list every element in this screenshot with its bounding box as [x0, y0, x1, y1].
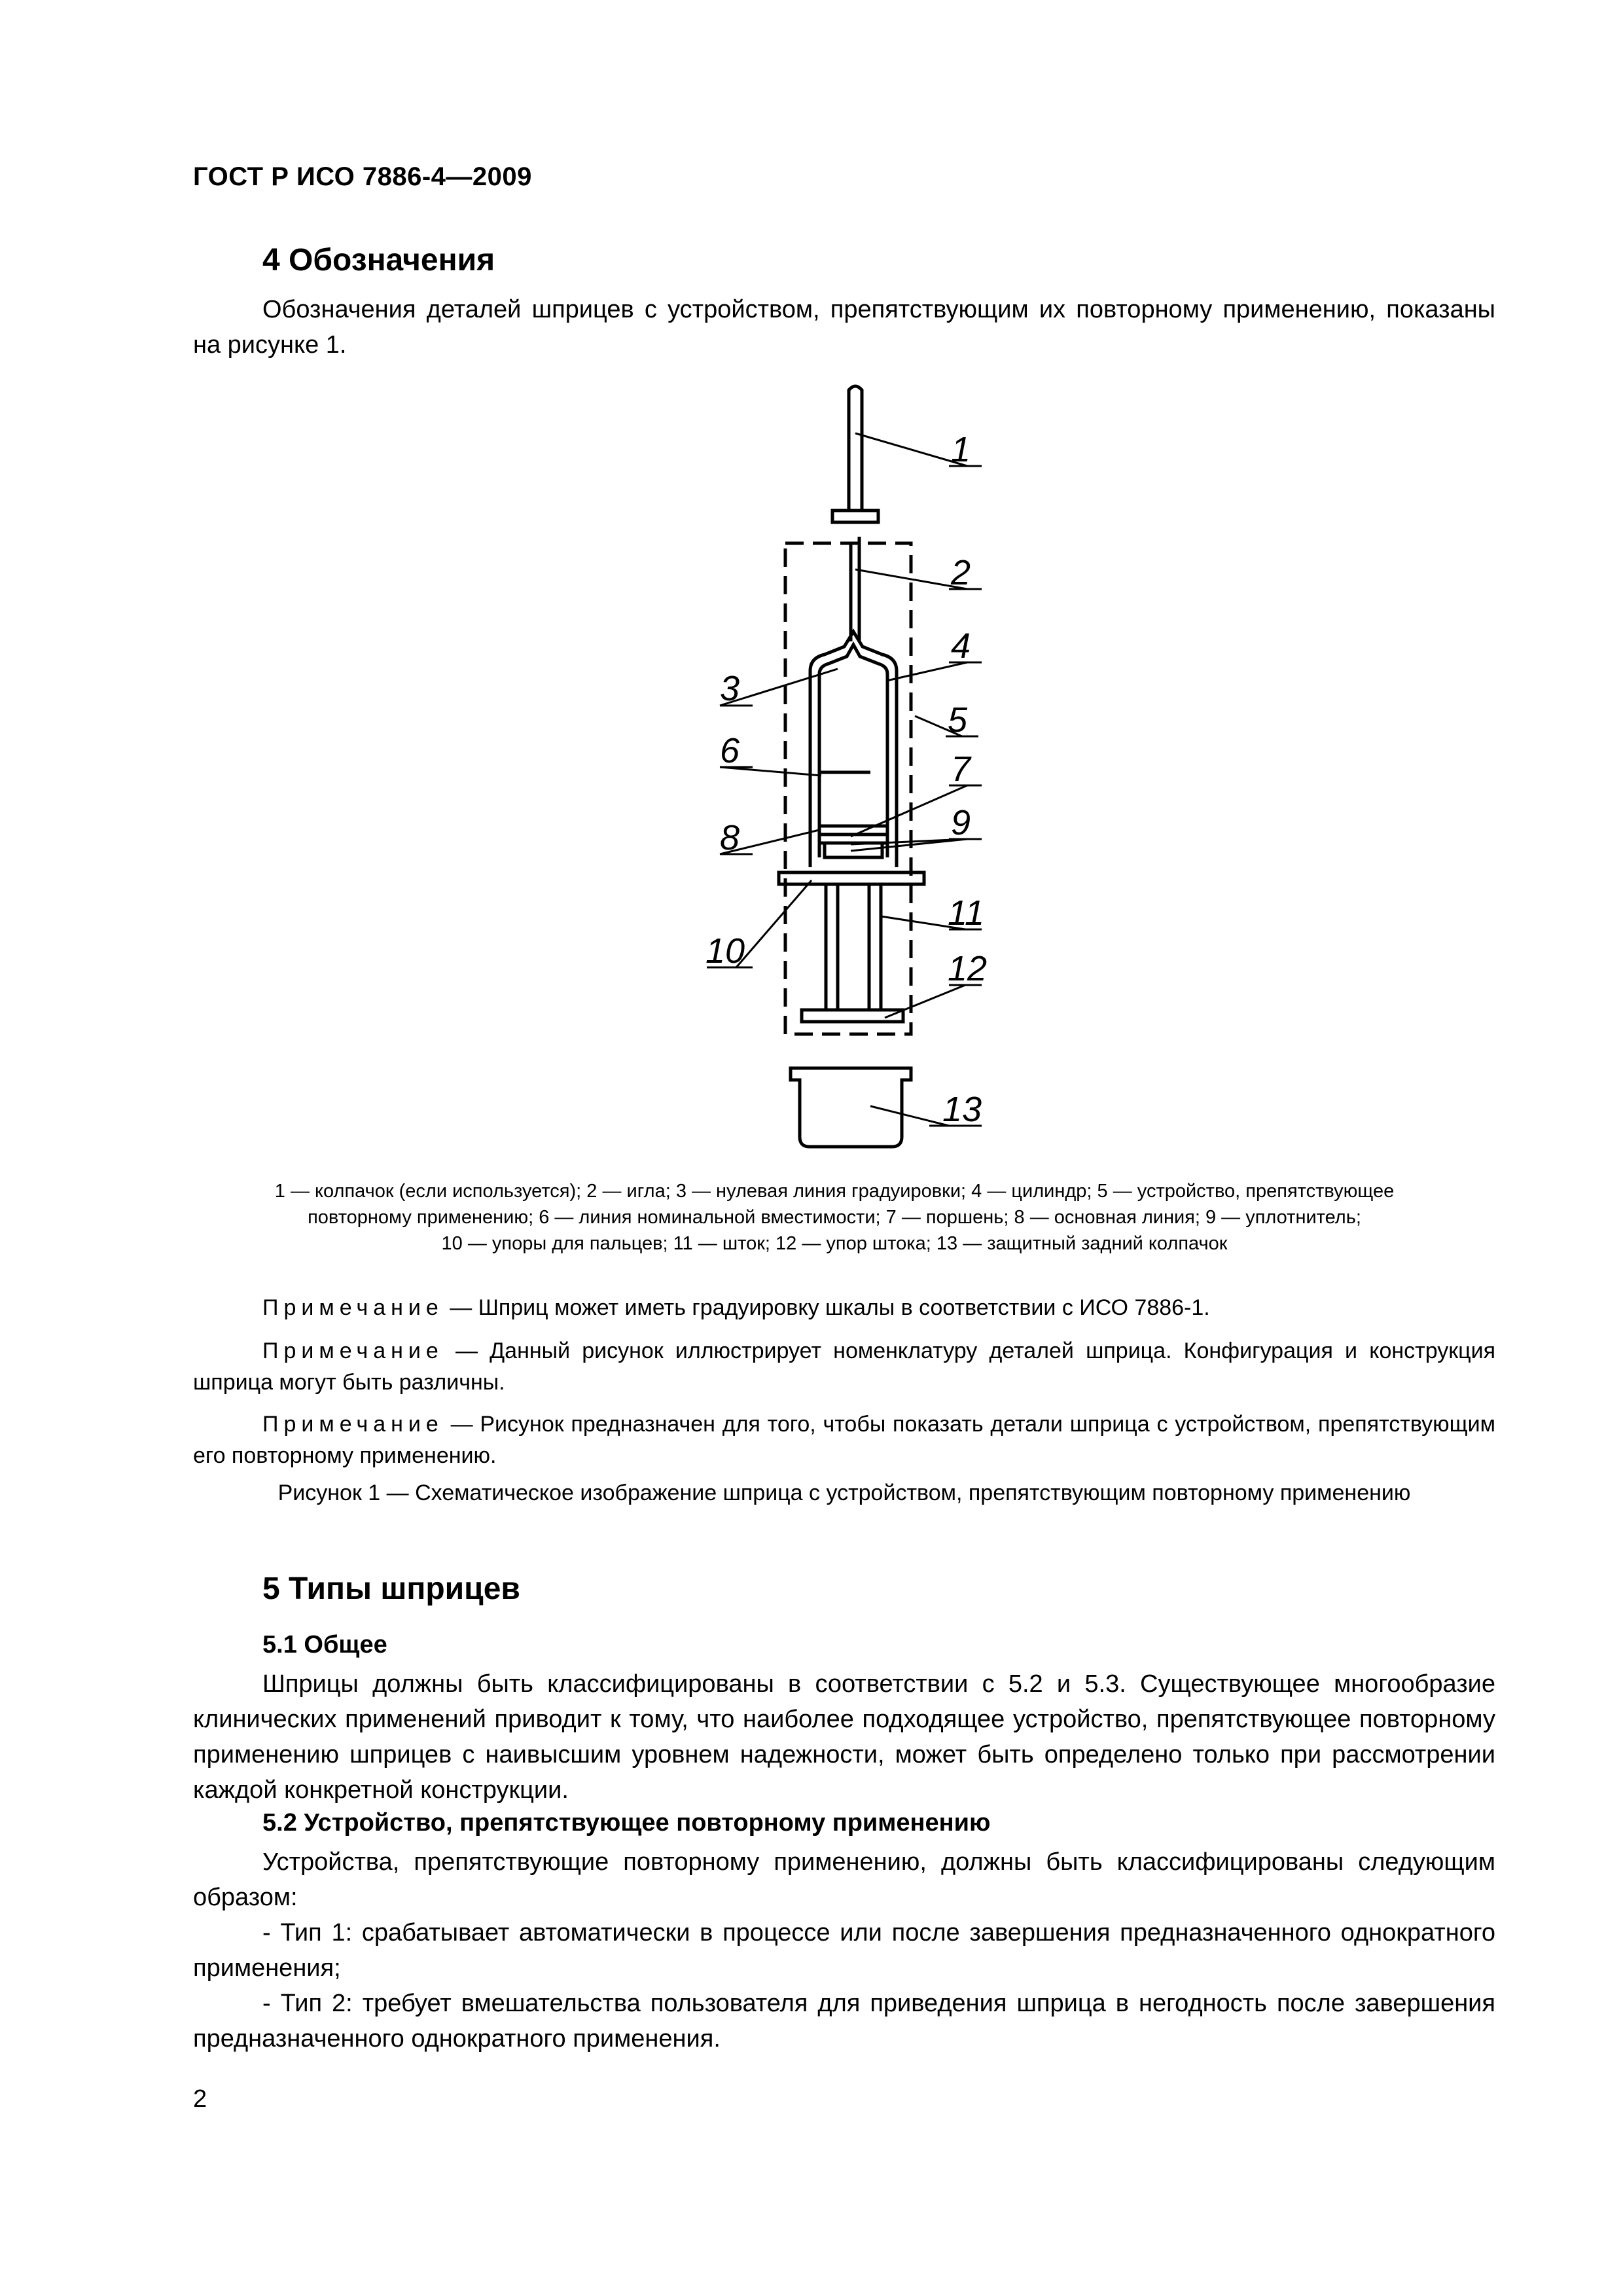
- section-4-heading: 4 Обозначения: [262, 243, 495, 278]
- section-5-2-text: Устройства, препятствующие повторному применению, должны быть классифицированы следующим образом:: [193, 1848, 1495, 1911]
- figure-legend-line-3: 10 — упоры для пальцев; 11 — шток; 12 — упор штока; 13 — защитный задний колпачок: [441, 1233, 1228, 1254]
- figure-label-9: 9: [951, 803, 971, 842]
- figure-label-3: 3: [720, 669, 740, 708]
- figure-label-12: 12: [948, 949, 988, 988]
- section-5-heading: 5 Типы шприцев: [262, 1571, 520, 1606]
- protective-rear-cap: [791, 1068, 911, 1147]
- figure-label-7: 7: [951, 749, 971, 789]
- section-5-2-heading: 5.2 Устройство, препятствующее повторному применению: [262, 1809, 991, 1837]
- figure-note-1: Примечание — Шприц может иметь градуировку шкалы в соответствии с ИСО 7886-1.: [262, 1295, 1210, 1320]
- list-item-type-2: - Тип 2: требует вмешательства пользователя для приведения шприца в негодность после завершения предназначенного однократного применения.: [193, 1990, 1495, 2053]
- figure-legend-line-1: 1 — колпачок (если используется); 2 — игла; 3 — нулевая линия градуировки; 4 — цилиндр; 5 — устройство, препятствующее: [274, 1181, 1395, 1202]
- figure-legend-line-2: повторному применению; 6 — линия номинальной вместимости; 7 — поршень; 8 — основная линия; 9 — уплотнитель;: [308, 1207, 1361, 1228]
- figure-label-4: 4: [951, 626, 971, 666]
- section-5-1-heading: 5.1 Общее: [262, 1631, 387, 1659]
- section-5-1-text: Шприцы должны быть классифицированы в соответствии с 5.2 и 5.3. Существующее многообразие клинических применений приводит к тому, что наиболее подходящее устройство, препятствующее повторному применению шприцев с наивысшим уровнем надежности, может быть определено только при рассмотрении каждой конкретной конструкции.: [193, 1670, 1495, 1804]
- figure-label-8: 8: [720, 818, 740, 857]
- figure-note-3: Примечание — Рисунок предназначен для того, чтобы показать детали шприца с устройством, препятствующим его повторному применению.: [193, 1412, 1495, 1468]
- figure-legend: [183, 1178, 1486, 1257]
- figure-label-5: 5: [948, 700, 968, 740]
- figure-label-6: 6: [720, 731, 740, 770]
- finger-grips: [779, 872, 924, 884]
- figure-label-2: 2: [951, 553, 971, 592]
- figure-label-13: 13: [942, 1090, 982, 1129]
- document-header: ГОСТ Р ИСО 7886-4—2009: [193, 162, 532, 191]
- reuse-prevention-device: [785, 543, 911, 1034]
- cap-icon: [849, 386, 862, 511]
- figure-note-2: Примечание — Данный рисунок иллюстрирует номенклатуру деталей шприца. Конфигурация и конструкция шприца могут быть различны.: [193, 1338, 1495, 1395]
- figure-title: Рисунок 1 — Схематическое изображение шприца с устройством, препятствующим повторному применению: [277, 1480, 1411, 1505]
- figure-label-10: 10: [705, 931, 745, 971]
- list-item-type-1: - Тип 1: срабатывает автоматически в процессе или после завершения предназначенного однократного применения;: [193, 1919, 1495, 1982]
- cap-base: [832, 511, 878, 522]
- section-4-text: Обозначения деталей шприцев с устройством, препятствующим их повторному применению, показаны на рисунке 1.: [193, 296, 1495, 359]
- page-number: 2: [193, 2085, 207, 2113]
- figure-label-1: 1: [951, 430, 971, 469]
- figure-label-11: 11: [948, 893, 985, 933]
